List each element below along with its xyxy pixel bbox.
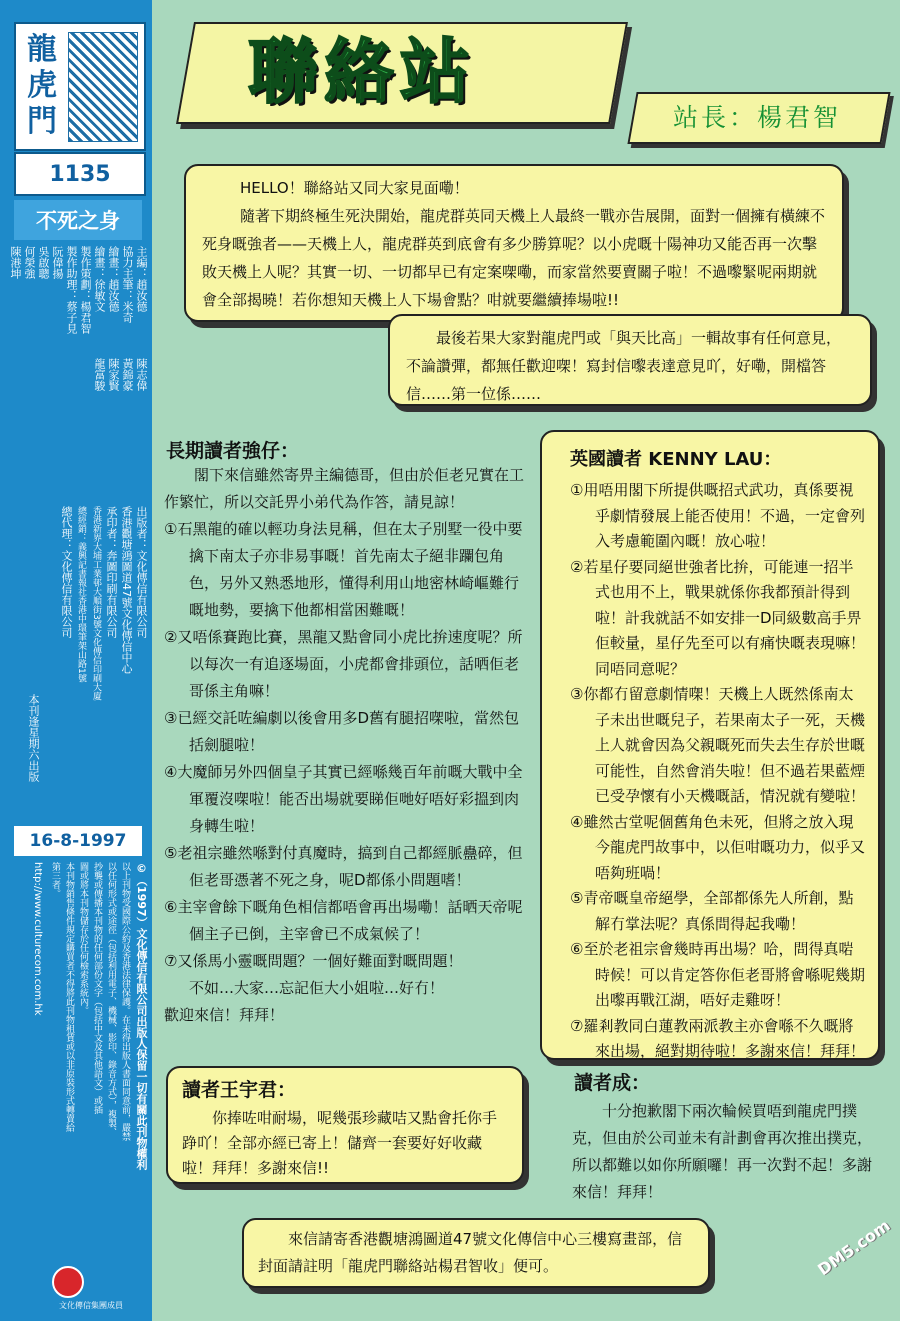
credit-line: 黃錦豪: [121, 358, 134, 391]
reply-text: 你捧咗咁耐場，呢幾張珍藏咭又點會托你手踭吖！全部亦經已寄上！儲齊一套要好好收藏啦！拜拜！多謝來信!!: [182, 1109, 498, 1177]
intro-greeting: HELLO！聯絡站又同大家見面嘞！: [240, 179, 469, 197]
editor-name: 站長：楊君智: [672, 103, 841, 132]
reply-answer: ④雖然古堂呢個舊角色未死，但將之放入現今龍虎門故事中，以佢咁嘅功力，似乎又唔夠班喎！: [570, 812, 866, 882]
letter-box-kennylau: [540, 430, 880, 1060]
publication-schedule: 本刊逢星期六出版: [27, 694, 40, 782]
publisher-line: 總代理：文化傳信有限公司: [60, 506, 73, 638]
copyright-line: 本刊物銷售條件規定購買者不得將此刊物租賃或以非原裝形式轉賣給: [64, 862, 74, 1132]
credit-line: 吳啟聰: [37, 246, 50, 279]
copyright-block: [10, 862, 148, 1272]
copyright-line: 第三者。: [50, 862, 60, 898]
issue-number: 1135: [14, 152, 146, 196]
credit-line: 陳志偉: [135, 358, 148, 391]
reader-name-cheng: 讀者成：: [574, 1072, 651, 1094]
reply-answer: ⑦又係馬小靈嘅問題？一個好難面對嘅問題！: [164, 952, 463, 970]
magazine-name: 龍虎門: [27, 32, 57, 139]
intro-paragraph: 隨著下期終極生死決開始，龍虎群英同天機上人最終一戰亦告展開，面對一個擁有橫練不死身嘅強者——天機上人，龍虎群英到底會有多少勝算呢？以小虎嘅十陽神功又能否再一次擊敗天機上人呢？其實一切、一切都早已有定案㗎嘞，而家當然要賣關子啦！不過嚟緊呢兩期就會全部揭曉！若你想知天機上人下場會點？咁就要繼續捧場啦!!: [202, 207, 826, 309]
copyright-line: ©（1997）文化傳信有限公司出版人保留一切有關此刊物權利: [135, 862, 148, 1170]
reply-answer: ⑤老祖宗雖然喺對付真魔時，搞到自己都經脈蠱碎，但佢老哥憑著不死之身，呢D都係小問題嗜！: [164, 844, 523, 889]
letter-reply-cheng: [572, 1098, 882, 1206]
reply-answer: ⑤青帝嘅皇帝絕學，全部都係先人所創，點解冇掌法呢？真係問得起我嘞！: [570, 889, 854, 933]
letter-box-wangyujun: [166, 1066, 524, 1184]
publisher-line: 香港觀塘鴻圖道47號文化傳信中心: [120, 506, 133, 674]
publisher-line: 總經銷：義興記書報社香港中環筆架山路1號: [76, 506, 86, 683]
issue-date: 16-8-1997: [14, 826, 142, 856]
publisher-line: 承印者：奔圖印刷有限公司: [105, 506, 118, 638]
episode-title: 不死之身: [14, 200, 142, 240]
reply-answer: ②又唔係賽跑比賽，黑龍又點會同小虎比拚速度呢？所以每次一有追逐場面，小虎都會排頭位，話哂佢老哥係主角嘛！: [164, 628, 523, 700]
reply-answer: ④大魔師另外四個皇子其實已經喺幾百年前嘅大戰中全軍覆沒㗎啦！能否出場就要睇佢哋好唔好彩搵到肉身轉生啦！: [164, 763, 523, 835]
invite-text: 最後若果大家對龍虎門或「與天比高」一輯故事有任何意見，不論讚彈，都無任歡迎㗎！寫封信嚟表達意見吖，好嘞，開檔答信……第一位係……: [406, 329, 842, 403]
publisher-line: 出版者：文化傳信有限公司: [135, 506, 148, 638]
credits-block: [10, 246, 148, 821]
copyright-line: 以上刊物受國際公約及香港法律保護。在未得出版人書面同意前，嚴禁: [120, 862, 130, 1141]
mailing-address-box: [242, 1218, 710, 1288]
intro-box: [184, 164, 844, 322]
letter-reply-qiangzai: [164, 462, 524, 1029]
reader-name-wangyujun: 讀者王宇君：: [182, 1079, 297, 1101]
invite-box: [388, 314, 872, 406]
reader-name-kennylau: 英國讀者 KENNY LAU：: [570, 449, 782, 470]
mailing-address: 來信請寄香港觀塘鴻圖道47號文化傳信中心三樓寫畫部，信封面請註明「龍虎門聯絡站楊君智收」便可。: [258, 1230, 683, 1275]
copyright-line: 抄襲或傳播本刊物的任何部份文字（包括中文及其他語文）或插: [92, 862, 102, 1114]
reader-name-qiangzai: 長期讀者強仔：: [166, 440, 300, 462]
credit-line: 製作策劃：楊君智: [79, 246, 92, 334]
credit-line: 龍富駿: [93, 358, 106, 391]
reply-closing: 不如…大家…忘記佢大小姐啦…好冇！: [189, 979, 445, 997]
reply-answer: ⑥至於老祖宗會幾時再出場？哈，問得真啱時候！可以肯定答你佢老哥將會喺呢幾期出嚟再戰江湖，唔好走雞呀！: [570, 940, 866, 1009]
credit-line: 陳港坤: [9, 246, 22, 279]
publisher-line: 香港新界大埔工業邨大順街3號文化傳信印刷大廈: [91, 506, 101, 701]
credit-line: 繪畫：徐敏文: [93, 246, 106, 312]
dragon-emblem-icon: [68, 32, 138, 142]
reply-answer: ⑦羅剎教同白蓮教兩派教主亦會喺不久嘅將來出場，絕對期待啦！多謝來信！拜拜！: [570, 1016, 866, 1060]
watermark: DM5.com: [814, 1215, 894, 1280]
reply-text: 十分抱歉閣下兩次輪候買唔到龍虎門撲克，但由於公司並未有計劃會再次推出撲克，所以都難以如你所願囉！再一次對不起！多謝來信！拜拜！: [572, 1102, 873, 1201]
reply-closing: 歡迎來信！拜拜！: [164, 1006, 285, 1024]
website-link[interactable]: http://www.culturecom.com.hk: [32, 862, 43, 1016]
reply-answer: ②若星仔要同絕世強者比拚，可能連一招半式也用不上，戰果就係你我都預計得到啦！計我就話不如安排一D同級數高手畀佢較量，星仔先至可以有痛快嘅表現嘛！同唔同意呢？: [570, 557, 866, 678]
reply-answer: ①用唔用閣下所提供嘅招式武功，真係要視乎劇情發展上能否使用！不過，一定會列入考慮範圍內嘅！放心啦！: [570, 481, 866, 550]
reply-answer: ⑥主宰會餘下嘅角色相信都唔會再出場嘞！話晒天帝呢個主子已倒，主宰會已不成氣候了！: [164, 898, 523, 943]
reply-answer: ①石黑龍的確以輕功身法見稱，但在太子別墅一役中要擒下南太子亦非易事嘅！首先南太子絕非躝包角色，另外又熟悉地形，懂得利用山地密林崎嶇難行嘅地勢，要擒下他都相當困難嘅！: [164, 520, 523, 619]
copyright-line: 圖或將本刊物儲存於任何檢索系統內。: [78, 862, 88, 1015]
magazine-logo: [14, 22, 146, 151]
reply-answer: ③已經交託咗編劇以後會用多D舊有腿招㗎啦，當然包括劍腿啦！: [164, 709, 519, 754]
credit-line: 何榮強: [23, 246, 36, 279]
credit-line: 陳家賢: [107, 358, 120, 391]
credit-line: 阮偉揚: [51, 246, 64, 279]
credit-line: 協力主筆：米奇: [121, 246, 134, 323]
credit-line: 主編：趙汝德: [135, 246, 148, 312]
group-name: 文化傳信集團成員: [59, 1301, 123, 1310]
credit-line: 製作助理：蔡子見: [65, 246, 78, 334]
copyright-line: 以任何形式或途徑（包括利用電子、機械、影印、錄音方式），複製、: [106, 862, 116, 1137]
reply-answer: ③你都冇留意劇情㗎！天機上人既然係南太子未出世嘅兒子，若果南太子一死，天機上人就會因為父親嘅死而失去生存於世嘅可能性，自然會消失啦！但不過若果藍煙已受孕懷有小天機嘅話，情況就有變啦！: [570, 685, 866, 805]
reply-opening: 閣下來信雖然寄畀主編德哥，但由於佢老兄實在工作繁忙，所以交託畀小弟代為作答，請見諒！: [164, 466, 525, 511]
page-title: 聯絡站: [248, 30, 476, 113]
credit-line: 繪畫：趙汝德: [107, 246, 120, 312]
culturecom-logo-icon: [52, 1266, 84, 1298]
sidebar: [0, 0, 152, 1321]
